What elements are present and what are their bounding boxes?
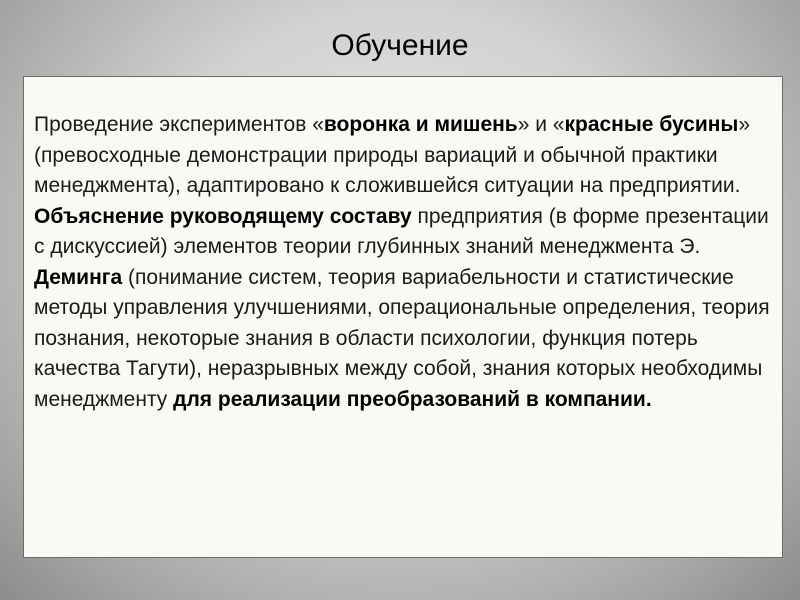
body-text <box>34 110 774 415</box>
text-segment: (понимание систем, теория вариабельности и статистические методы управления улучшениями, операциональные определения, теория познания, некоторые знания в области психологии, функция потерь качества Тагути), неразрывных между собой, знания которых необходимы менеджменту <box>34 265 770 411</box>
bold-term-final: для реализации преобразований в компании. <box>173 387 652 411</box>
text-segment: Проведение экспериментов « <box>34 113 324 136</box>
bold-term-explanation: Объяснение руководящему составу <box>34 204 412 228</box>
content-box <box>23 76 783 558</box>
bold-term-beads: красные бусины <box>564 113 739 136</box>
bold-term-funnel: воронка и мишень <box>323 113 518 136</box>
text-segment: предприятия (в форме презентации с дискуссией) элементов теории глубинных знаний менеджмента Э. <box>34 204 769 258</box>
text-segment: » и « <box>517 113 565 136</box>
bold-term-deming: Деминга <box>34 265 123 289</box>
slide-title: Обучение <box>331 29 469 62</box>
text-segment: » (превосходные демонстрации природы вариаций и обычной практики менеджмента), адаптировано к сложившейся ситуации на предприятии. <box>34 113 751 197</box>
